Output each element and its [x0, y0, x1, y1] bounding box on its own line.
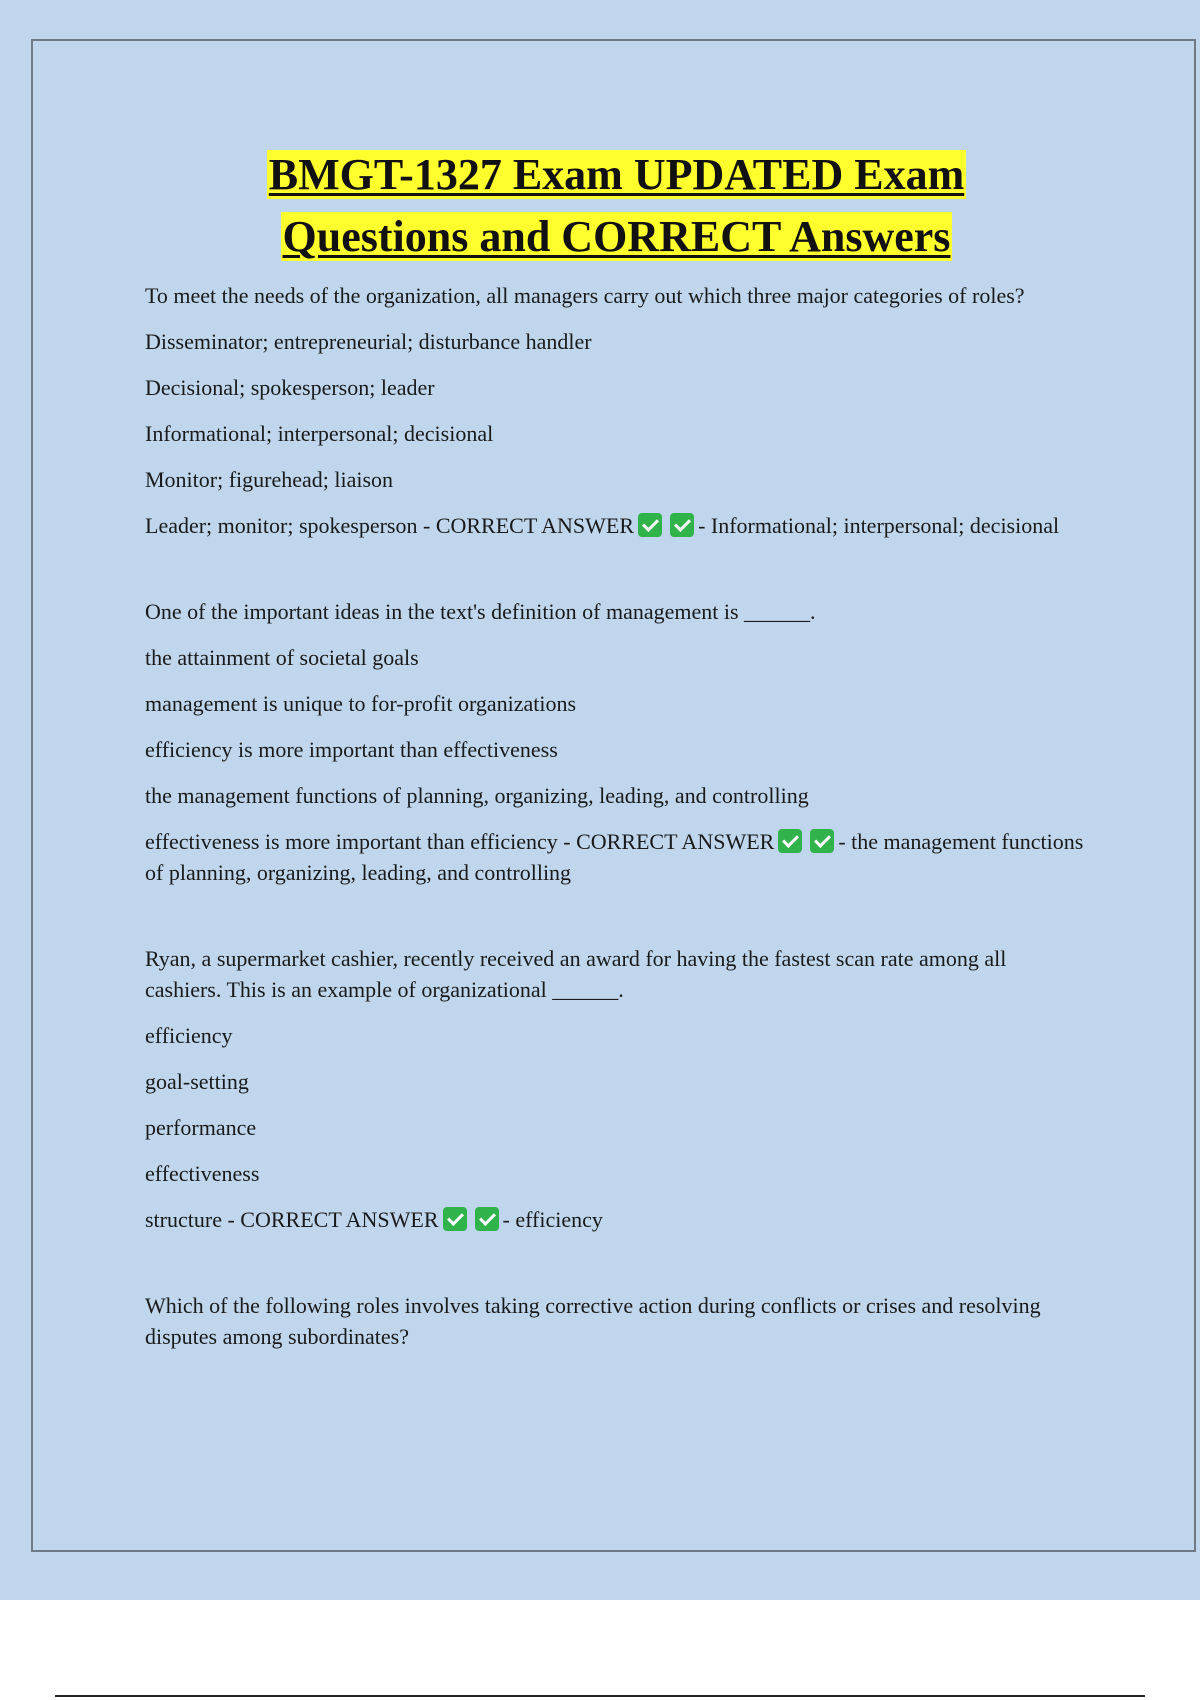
- correct-answer: - efficiency: [502, 1207, 603, 1232]
- answer-option: Disseminator; entrepreneurial; disturbance handler: [145, 329, 592, 354]
- answer-option: management is unique to for-profit organizations: [145, 691, 577, 716]
- question-list: [145, 280, 1085, 1367]
- question-text: One of the important ideas in the text's definition of management is ______.: [145, 599, 816, 624]
- correct-answer: - the management functions of planning, organizing, leading, and controlling: [145, 829, 1084, 885]
- question-text: Which of the following roles involves taking corrective action during conflicts or crises and resolving disputes among subordinates?: [145, 1293, 1041, 1349]
- answer-option: Decisional; spokesperson; leader: [145, 375, 435, 400]
- check-mark-icon: [810, 829, 834, 853]
- check-mark-icon: [475, 1207, 499, 1231]
- footer-divider: [55, 1695, 1145, 1697]
- correct-answer-line: [145, 1204, 1085, 1235]
- question-block: [145, 596, 1085, 888]
- title-line-1: BMGT-1327 Exam UPDATED Exam: [268, 150, 965, 199]
- answer-option: Informational; interpersonal; decisional: [145, 421, 494, 446]
- check-mark-icon: [443, 1207, 467, 1231]
- correct-answer: - Informational; interpersonal; decisional: [698, 513, 1060, 538]
- document-title: [0, 144, 1200, 268]
- question-block: [145, 1290, 1085, 1352]
- title-line-2: Questions and CORRECT Answers: [282, 212, 951, 261]
- check-mark-icon: [778, 829, 802, 853]
- answer-option: effectiveness: [145, 1161, 260, 1186]
- answer-option: Monitor; figurehead; liaison: [145, 467, 394, 492]
- answer-option: the attainment of societal goals: [145, 645, 419, 670]
- answer-option: structure - CORRECT ANSWER: [145, 1207, 439, 1232]
- correct-answer-line: [145, 826, 1085, 888]
- check-mark-icon: [638, 513, 662, 537]
- question-block: [145, 280, 1085, 541]
- answer-option: Leader; monitor; spokesperson - CORRECT ANSWER: [145, 513, 635, 538]
- check-mark-icon: [670, 513, 694, 537]
- answer-option: efficiency is more important than effectiveness: [145, 737, 558, 762]
- correct-answer-line: [145, 510, 1085, 541]
- question-text: Ryan, a supermarket cashier, recently received an award for having the fastest scan rate among all cashiers. This is an example of organizational ______.: [145, 946, 1007, 1002]
- answer-option: effectiveness is more important than efficiency - CORRECT ANSWER: [145, 829, 775, 854]
- question-block: [145, 943, 1085, 1235]
- question-text: To meet the needs of the organization, all managers carry out which three major categories of roles?: [145, 283, 1025, 308]
- answer-option: performance: [145, 1115, 257, 1140]
- answer-option: the management functions of planning, organizing, leading, and controlling: [145, 783, 809, 808]
- answer-option: goal-setting: [145, 1069, 249, 1094]
- answer-option: efficiency: [145, 1023, 233, 1048]
